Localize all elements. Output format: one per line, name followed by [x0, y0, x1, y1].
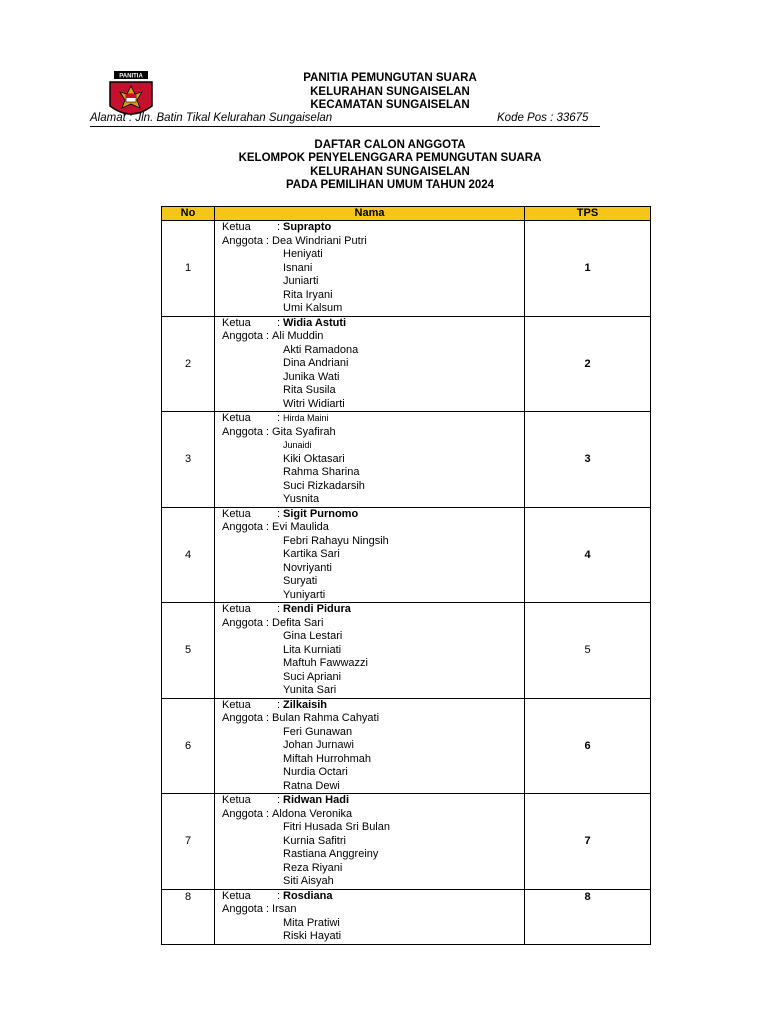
anggota-line — [222, 398, 524, 412]
anggota-line — [222, 480, 524, 494]
title-line-2: KELOMPOK PENYELENGGARA PEMUNGUTAN SUARA — [238, 152, 542, 164]
row-number: 6 — [162, 698, 215, 794]
table-header-row — [162, 207, 651, 221]
row-number: 4 — [162, 507, 215, 603]
ketua-line — [222, 508, 524, 522]
row-number: 8 — [162, 889, 215, 944]
ketua-sep: : — [277, 889, 281, 902]
anggota-sep: : — [265, 425, 270, 438]
row-tps: 1 — [525, 221, 651, 317]
ketua-label: Ketua — [222, 316, 251, 329]
anggota-line — [222, 589, 524, 603]
anggota-line — [222, 644, 524, 658]
anggota-line — [222, 930, 524, 944]
ketua-label: Ketua — [222, 221, 251, 233]
anggota-line — [222, 671, 524, 685]
anggota-sep: : — [265, 330, 270, 342]
row-tps: 2 — [525, 316, 651, 412]
table-body — [162, 221, 651, 945]
anggota-name: Riski Hayati — [283, 930, 342, 942]
anggota-line — [222, 384, 524, 398]
anggota-name: Ratna Dewi — [283, 779, 340, 792]
ketua-sep: : — [277, 412, 281, 424]
postal-code: Kode Pos : 33675 — [497, 112, 589, 124]
row-number: 2 — [162, 316, 215, 412]
table-row — [162, 603, 651, 699]
anggota-line — [222, 875, 524, 889]
address-text: Alamat : Jln. Batin Tikal Kelurahan Sungaiselan — [90, 112, 333, 124]
title-line-3: KELURAHAN SUNGAISELAN — [310, 166, 470, 178]
anggota-name: Johan Jurnawi — [283, 739, 354, 751]
anggota-name: Febri Rahayu Ningsih — [283, 534, 389, 547]
header-nama: Nama — [215, 207, 525, 221]
anggota-line — [222, 535, 524, 549]
anggota-line — [222, 493, 524, 507]
anggota-line — [222, 562, 524, 576]
ketua-name: Sigit Purnomo — [283, 507, 359, 520]
anggota-sep: : — [265, 807, 270, 820]
row-tps: 4 — [525, 507, 651, 603]
anggota-name: Yusnita — [283, 493, 320, 505]
row-number: 1 — [162, 221, 215, 317]
ketua-line — [222, 317, 524, 331]
anggota-name: Reza Riyani — [283, 861, 343, 874]
title-line-4: PADA PEMILIHAN UMUM TAHUN 2024 — [285, 179, 495, 191]
anggota-sep: : — [265, 234, 270, 247]
ketua-name: Zilkaisih — [283, 698, 328, 711]
anggota-line — [222, 903, 524, 917]
anggota-line — [222, 657, 524, 671]
anggota-name: Junaidi — [283, 440, 312, 450]
table-row — [162, 507, 651, 603]
anggota-line — [222, 371, 524, 385]
anggota-name: Maftuh Fawwazzi — [283, 657, 368, 669]
anggota-line — [222, 808, 524, 822]
row-tps: 8 — [525, 889, 651, 944]
anggota-name: Juniarti — [283, 275, 319, 287]
anggota-name: Irsan — [272, 903, 297, 915]
row-number: 7 — [162, 794, 215, 890]
anggota-line — [222, 330, 524, 344]
row-tps: 3 — [525, 412, 651, 508]
row-names — [215, 316, 525, 412]
anggota-sep: : — [265, 712, 270, 724]
ketua-label: Ketua — [222, 603, 251, 615]
row-names — [215, 221, 525, 317]
anggota-line — [222, 726, 524, 740]
anggota-name: Heniyati — [283, 248, 323, 260]
anggota-line — [222, 739, 524, 753]
row-names — [215, 698, 525, 794]
title-line-1: DAFTAR CALON ANGGOTA — [314, 139, 466, 151]
anggota-line — [222, 275, 524, 289]
ketua-line — [222, 603, 524, 617]
ketua-name: Rendi Pidura — [283, 603, 351, 615]
anggota-label: Anggota — [222, 234, 263, 247]
anggota-sep: : — [265, 521, 270, 533]
anggota-line — [222, 862, 524, 876]
ketua-sep: : — [277, 603, 281, 615]
anggota-name: Suci Apriani — [283, 670, 342, 683]
anggota-name: Novriyanti — [283, 561, 332, 574]
table-row — [162, 221, 651, 317]
anggota-line — [222, 684, 524, 698]
ketua-line — [222, 221, 524, 235]
logo-text: PANITIA — [119, 73, 143, 80]
ketua-line — [222, 794, 524, 808]
anggota-line — [222, 848, 524, 862]
row-names — [215, 794, 525, 890]
ketua-sep: : — [277, 221, 281, 233]
anggota-name: Akti Ramadona — [283, 343, 359, 356]
ketua-label: Ketua — [222, 889, 251, 902]
anggota-name: Rita Susila — [283, 384, 336, 396]
anggota-label: Anggota — [222, 903, 263, 915]
row-names — [215, 889, 525, 944]
candidate-table — [161, 206, 651, 945]
header-tps: TPS — [525, 207, 651, 221]
anggota-label: Anggota — [222, 616, 263, 629]
anggota-line — [222, 344, 524, 358]
ketua-line — [222, 890, 524, 904]
address-line — [90, 111, 600, 127]
anggota-name: Rita Iryani — [283, 288, 333, 301]
anggota-name: Isnani — [283, 261, 313, 274]
header-line-2: KELURAHAN SUNGAISELAN — [310, 86, 470, 98]
anggota-name: Kurnia Safitri — [283, 834, 346, 847]
anggota-line — [222, 521, 524, 535]
anggota-name: Kartika Sari — [283, 548, 340, 560]
anggota-name: Rastiana Anggreiny — [283, 848, 379, 860]
ketua-label: Ketua — [222, 507, 251, 520]
anggota-name: Umi Kalsum — [283, 302, 343, 314]
anggota-name: Bulan Rahma Cahyati — [272, 712, 380, 724]
anggota-name: Lita Kurniati — [283, 643, 342, 656]
anggota-line — [222, 548, 524, 562]
anggota-line — [222, 835, 524, 849]
anggota-name: Yunita Sari — [283, 684, 337, 696]
ketua-sep: : — [277, 316, 281, 329]
anggota-name: Suryati — [283, 575, 318, 587]
ketua-sep: : — [277, 698, 281, 711]
anggota-label: Anggota — [222, 330, 263, 342]
anggota-line — [222, 302, 524, 316]
row-names — [215, 412, 525, 508]
row-number: 5 — [162, 603, 215, 699]
row-names — [215, 603, 525, 699]
anggota-line — [222, 357, 524, 371]
ketua-line — [222, 412, 524, 426]
anggota-line — [222, 753, 524, 767]
anggota-line — [222, 439, 524, 453]
anggota-name: Miftah Hurrohmah — [283, 752, 372, 765]
anggota-line — [222, 575, 524, 589]
anggota-line — [222, 821, 524, 835]
anggota-line — [222, 766, 524, 780]
anggota-name: Dea Windriani Putri — [272, 234, 367, 247]
row-tps: 7 — [525, 794, 651, 890]
anggota-line — [222, 262, 524, 276]
row-names — [215, 507, 525, 603]
anggota-line — [222, 248, 524, 262]
ketua-name: Ridwan Hadi — [283, 794, 350, 806]
ketua-label: Ketua — [222, 412, 251, 424]
anggota-line — [222, 917, 524, 931]
row-tps: 5 — [525, 603, 651, 699]
ketua-name: Rosdiana — [283, 889, 333, 902]
anggota-sep: : — [265, 903, 270, 915]
table-row — [162, 889, 651, 944]
anggota-name: Aldona Veronika — [272, 807, 353, 820]
ketua-name: Hirda Maini — [283, 413, 329, 423]
anggota-name: Siti Aisyah — [283, 875, 334, 887]
row-number: 3 — [162, 412, 215, 508]
anggota-line — [222, 780, 524, 794]
anggota-label: Anggota — [222, 425, 263, 438]
header-line-3: KECAMATAN SUNGAISELAN — [310, 99, 470, 111]
anggota-line — [222, 630, 524, 644]
row-tps: 6 — [525, 698, 651, 794]
anggota-label: Anggota — [222, 712, 263, 724]
anggota-line — [222, 712, 524, 726]
anggota-name: Mita Pratiwi — [283, 916, 340, 929]
table-row — [162, 316, 651, 412]
anggota-name: Gita Syafirah — [272, 425, 336, 438]
anggota-line — [222, 617, 524, 631]
anggota-line — [222, 466, 524, 480]
anggota-name: Fitri Husada Sri Bulan — [283, 821, 390, 833]
ketua-sep: : — [277, 507, 281, 520]
anggota-name: Junika Wati — [283, 370, 340, 383]
anggota-name: Kiki Oktasari — [283, 452, 345, 465]
anggota-line — [222, 453, 524, 467]
anggota-name: Yuniyarti — [283, 588, 326, 601]
anggota-name: Evi Maulida — [272, 521, 329, 533]
header-no: No — [162, 207, 215, 221]
ketua-label: Ketua — [222, 794, 251, 806]
ketua-line — [222, 699, 524, 713]
ketua-sep: : — [277, 794, 281, 806]
anggota-name: Nurdia Octari — [283, 766, 348, 778]
anggota-name: Rahma Sharina — [283, 466, 360, 478]
anggota-line — [222, 426, 524, 440]
ketua-label: Ketua — [222, 698, 251, 711]
anggota-name: Witri Widiarti — [283, 397, 345, 410]
anggota-label: Anggota — [222, 807, 263, 820]
anggota-name: Gina Lestari — [283, 630, 343, 642]
ketua-name: Widia Astuti — [283, 316, 347, 329]
header-line-1: PANITIA PEMUNGUTAN SUARA — [303, 72, 477, 84]
table-row — [162, 794, 651, 890]
anggota-name: Defita Sari — [272, 616, 324, 629]
table-row — [162, 412, 651, 508]
anggota-label: Anggota — [222, 521, 263, 533]
anggota-name: Dina Andriani — [283, 357, 349, 369]
anggota-name: Ali Muddin — [272, 330, 324, 342]
anggota-name: Feri Gunawan — [283, 725, 353, 738]
anggota-line — [222, 289, 524, 303]
table-row — [162, 698, 651, 794]
ketua-name: Suprapto — [283, 221, 332, 233]
anggota-line — [222, 235, 524, 249]
anggota-sep: : — [265, 616, 270, 629]
anggota-name: Suci Rizkadarsih — [283, 479, 365, 492]
